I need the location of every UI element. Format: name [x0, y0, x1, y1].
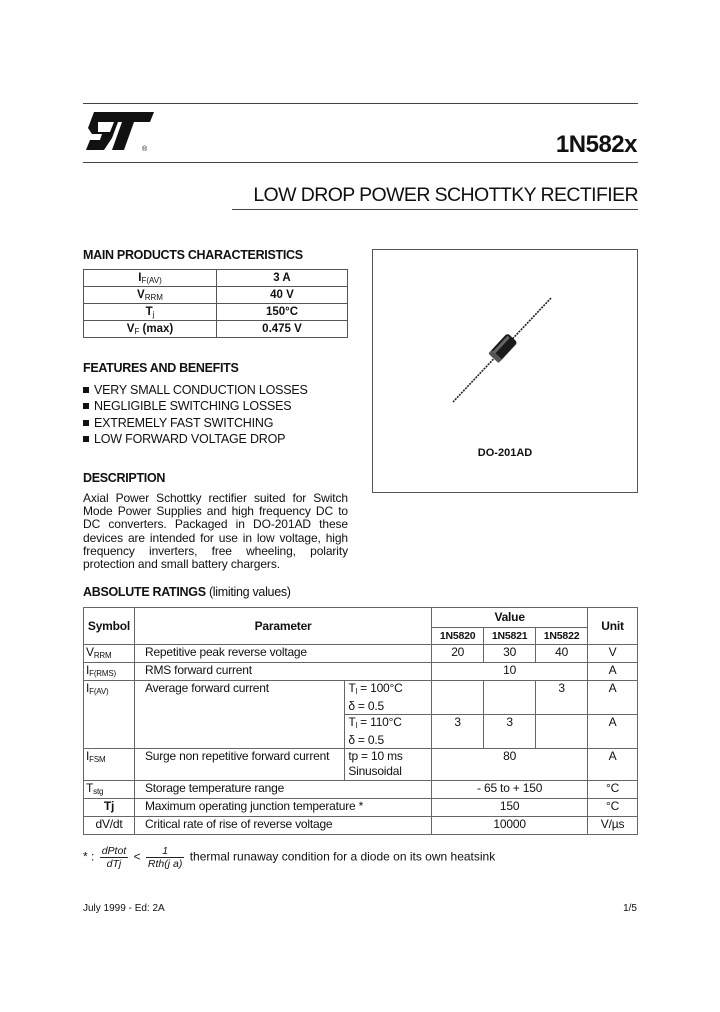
list-item: EXTREMELY FAST SWITCHING — [83, 415, 308, 431]
document-title: 1N582x — [555, 131, 637, 158]
col-unit: Unit — [588, 608, 638, 645]
table-row: $I_{F(AV)}$ Average forward current $T_l = 100^\circ C$ δ = 0.5 3 A — [84, 681, 638, 715]
document-subtitle: LOW DROP POWER SCHOTTKY RECTIFIER — [253, 184, 638, 206]
header-bottom-rule — [232, 209, 638, 210]
table-row: $I_{F(RMS)}$ RMS forward current 10 A — [84, 663, 638, 681]
bullet-icon — [83, 387, 89, 393]
char-value: 3 A — [217, 270, 348, 287]
col-symbol: Symbol — [84, 608, 135, 645]
table-row: $V_F$ (max) 0.475 V — [84, 321, 348, 338]
thermal-runaway-footnote: * : $\frac{\text{dPtot}}{\text{dTj}}$ < $\frac{1}{\text{Rth(j a)}}$ thermal runaway condition for a diode on its own heatsink — [83, 845, 496, 870]
package-figure — [372, 249, 638, 493]
list-item: VERY SMALL CONDUCTION LOSSES — [83, 382, 308, 398]
table-header-row — [84, 608, 638, 628]
bullet-icon — [83, 436, 89, 442]
char-value: 150°C — [217, 304, 348, 321]
header-top-rule — [83, 103, 638, 104]
list-item: NEGLIGIBLE SWITCHING LOSSES — [83, 398, 308, 414]
table-row: $T_j$ 150°C — [84, 304, 348, 321]
description-text: Axial Power Schottky rectifier suited for Switch Mode Power Supplies and high frequency DC to DC converters. Packaged in DO-201AD these devices are intended for use in low voltage, high frequency inverters, free wheeling, polarity protection and small battery chargers. — [83, 491, 348, 572]
table-row: $T_l = 110^\circ C$ δ = 0.5 3 3 A — [84, 715, 638, 749]
part-number: 1N5821 — [484, 627, 536, 644]
table-row: $I_{FSM}$ Surge non repetitive forward current tp = 10 ms Sinusoidal 80 A — [84, 749, 638, 781]
table-row: Tj Maximum operating junction temperature * 150 °C — [84, 799, 638, 817]
part-number: 1N5820 — [432, 627, 484, 644]
features-list — [83, 382, 308, 447]
table-row: dV/dt Critical rate of rise of reverse voltage 10000 V/µs — [84, 817, 638, 835]
header-mid-rule — [83, 162, 638, 163]
main-characteristics-table — [83, 269, 348, 338]
description-heading: DESCRIPTION — [83, 471, 166, 485]
bullet-icon — [83, 420, 89, 426]
char-value: 0.475 V — [217, 321, 348, 338]
table-row: $V_{RRM}$ 40 V — [84, 287, 348, 304]
diode-drawing — [373, 250, 637, 440]
st-logo — [84, 110, 156, 156]
footer-date: July 1999 - Ed: 2A — [83, 903, 165, 914]
footer-page-number: 1/5 — [623, 903, 637, 914]
list-item: LOW FORWARD VOLTAGE DROP — [83, 431, 308, 447]
bullet-icon — [83, 403, 89, 409]
char-value: 40 V — [217, 287, 348, 304]
table-row: $V_{RRM}$ Repetitive peak reverse voltage 20 30 40 V — [84, 645, 638, 663]
fraction: $\frac{1}{\text{Rth(j a)}}$ — [147, 845, 183, 870]
part-number: 1N5822 — [536, 627, 588, 644]
table-row: $T_{stg}$ Storage temperature range - 65 to + 150 °C — [84, 781, 638, 799]
package-label: DO-201AD — [477, 447, 533, 459]
ratings-heading: ABSOLUTE RATINGS (limiting values) — [83, 585, 291, 599]
absolute-ratings-table — [83, 607, 638, 835]
features-heading: FEATURES AND BENEFITS — [83, 361, 239, 375]
col-value: Value — [432, 608, 588, 628]
main-characteristics-heading: MAIN PRODUCTS CHARACTERISTICS — [83, 248, 303, 262]
table-row: $I_{F(AV)}$ 3 A — [84, 270, 348, 287]
col-parameter: Parameter — [134, 608, 431, 645]
fraction: $\frac{\text{dPtot}}{\text{dTj}}$ — [101, 845, 127, 870]
logo-registered-mark: ® — [142, 146, 148, 153]
